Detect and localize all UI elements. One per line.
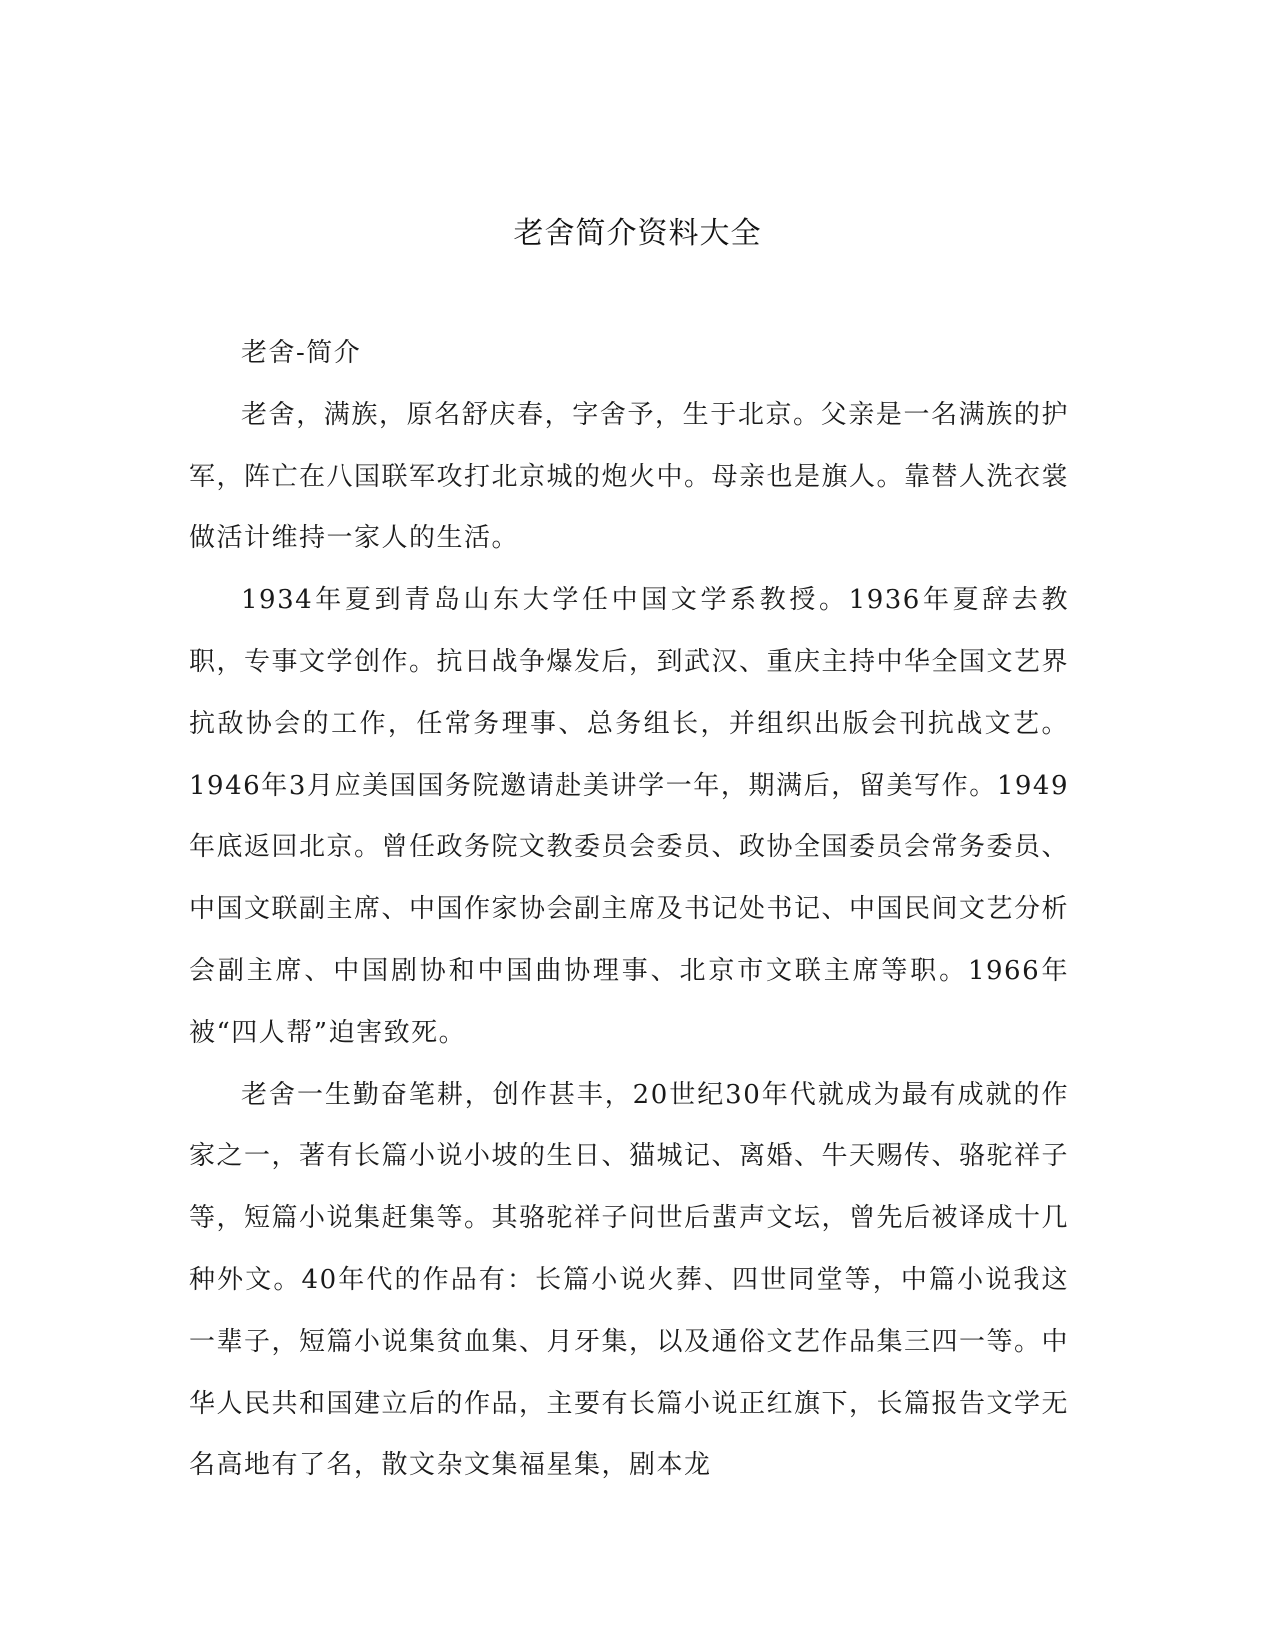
paragraph: 老舍一生勤奋笔耕，创作甚丰，20世纪30年代就成为最有成就的作家之一，著有长篇小说小坡的生日、猫城记、离婚、牛天赐传、骆驼祥子等，短篇小说集赶集等。其骆驼祥子问世后蜚声文坛，曾先后被译成十几种外文。40年代的作品有：长篇小说火葬、四世同堂等，中篇小说我这一辈子，短篇小说集贫血集、月牙集，以及通俗文艺作品集三四一等。中华人民共和国建立后的作品，主要有长篇小说正红旗下，长篇报告文学无名高地有了名，散文杂文集福星集，剧本龙 (189, 1079, 1070, 1481)
paragraph: 1934年夏到青岛山东大学任中国文学系教授。1936年夏辞去教职，专事文学创作。抗日战争爆发后，到武汉、重庆主持中华全国文艺界抗敌协会的工作，任常务理事、总务组长，并组织出版会刊抗战文艺。1946年3月应美国国务院邀请赴美讲学一年，期满后，留美写作。1949年底返回北京。曾任政务院文教委员会委员、政协全国委员会常务委员、中国文联副主席、中国作家协会副主席及书记处书记、中国民间文艺分析会副主席、中国剧协和中国曲协理事、北京市文联主席等职。1966年被“四人帮”迫害致死。 (189, 585, 1070, 1048)
document-title: 老舍简介资料大全 (513, 216, 762, 251)
section-heading: 老舍-简介 (241, 338, 362, 368)
document-body (189, 323, 1069, 1497)
paragraph: 老舍，满族，原名舒庆春，字舍予，生于北京。父亲是一名满族的护军，阵亡在八国联军攻打北京城的炮火中。母亲也是旗人。靠替人洗衣裳做活计维持一家人的生活。 (189, 399, 1070, 554)
